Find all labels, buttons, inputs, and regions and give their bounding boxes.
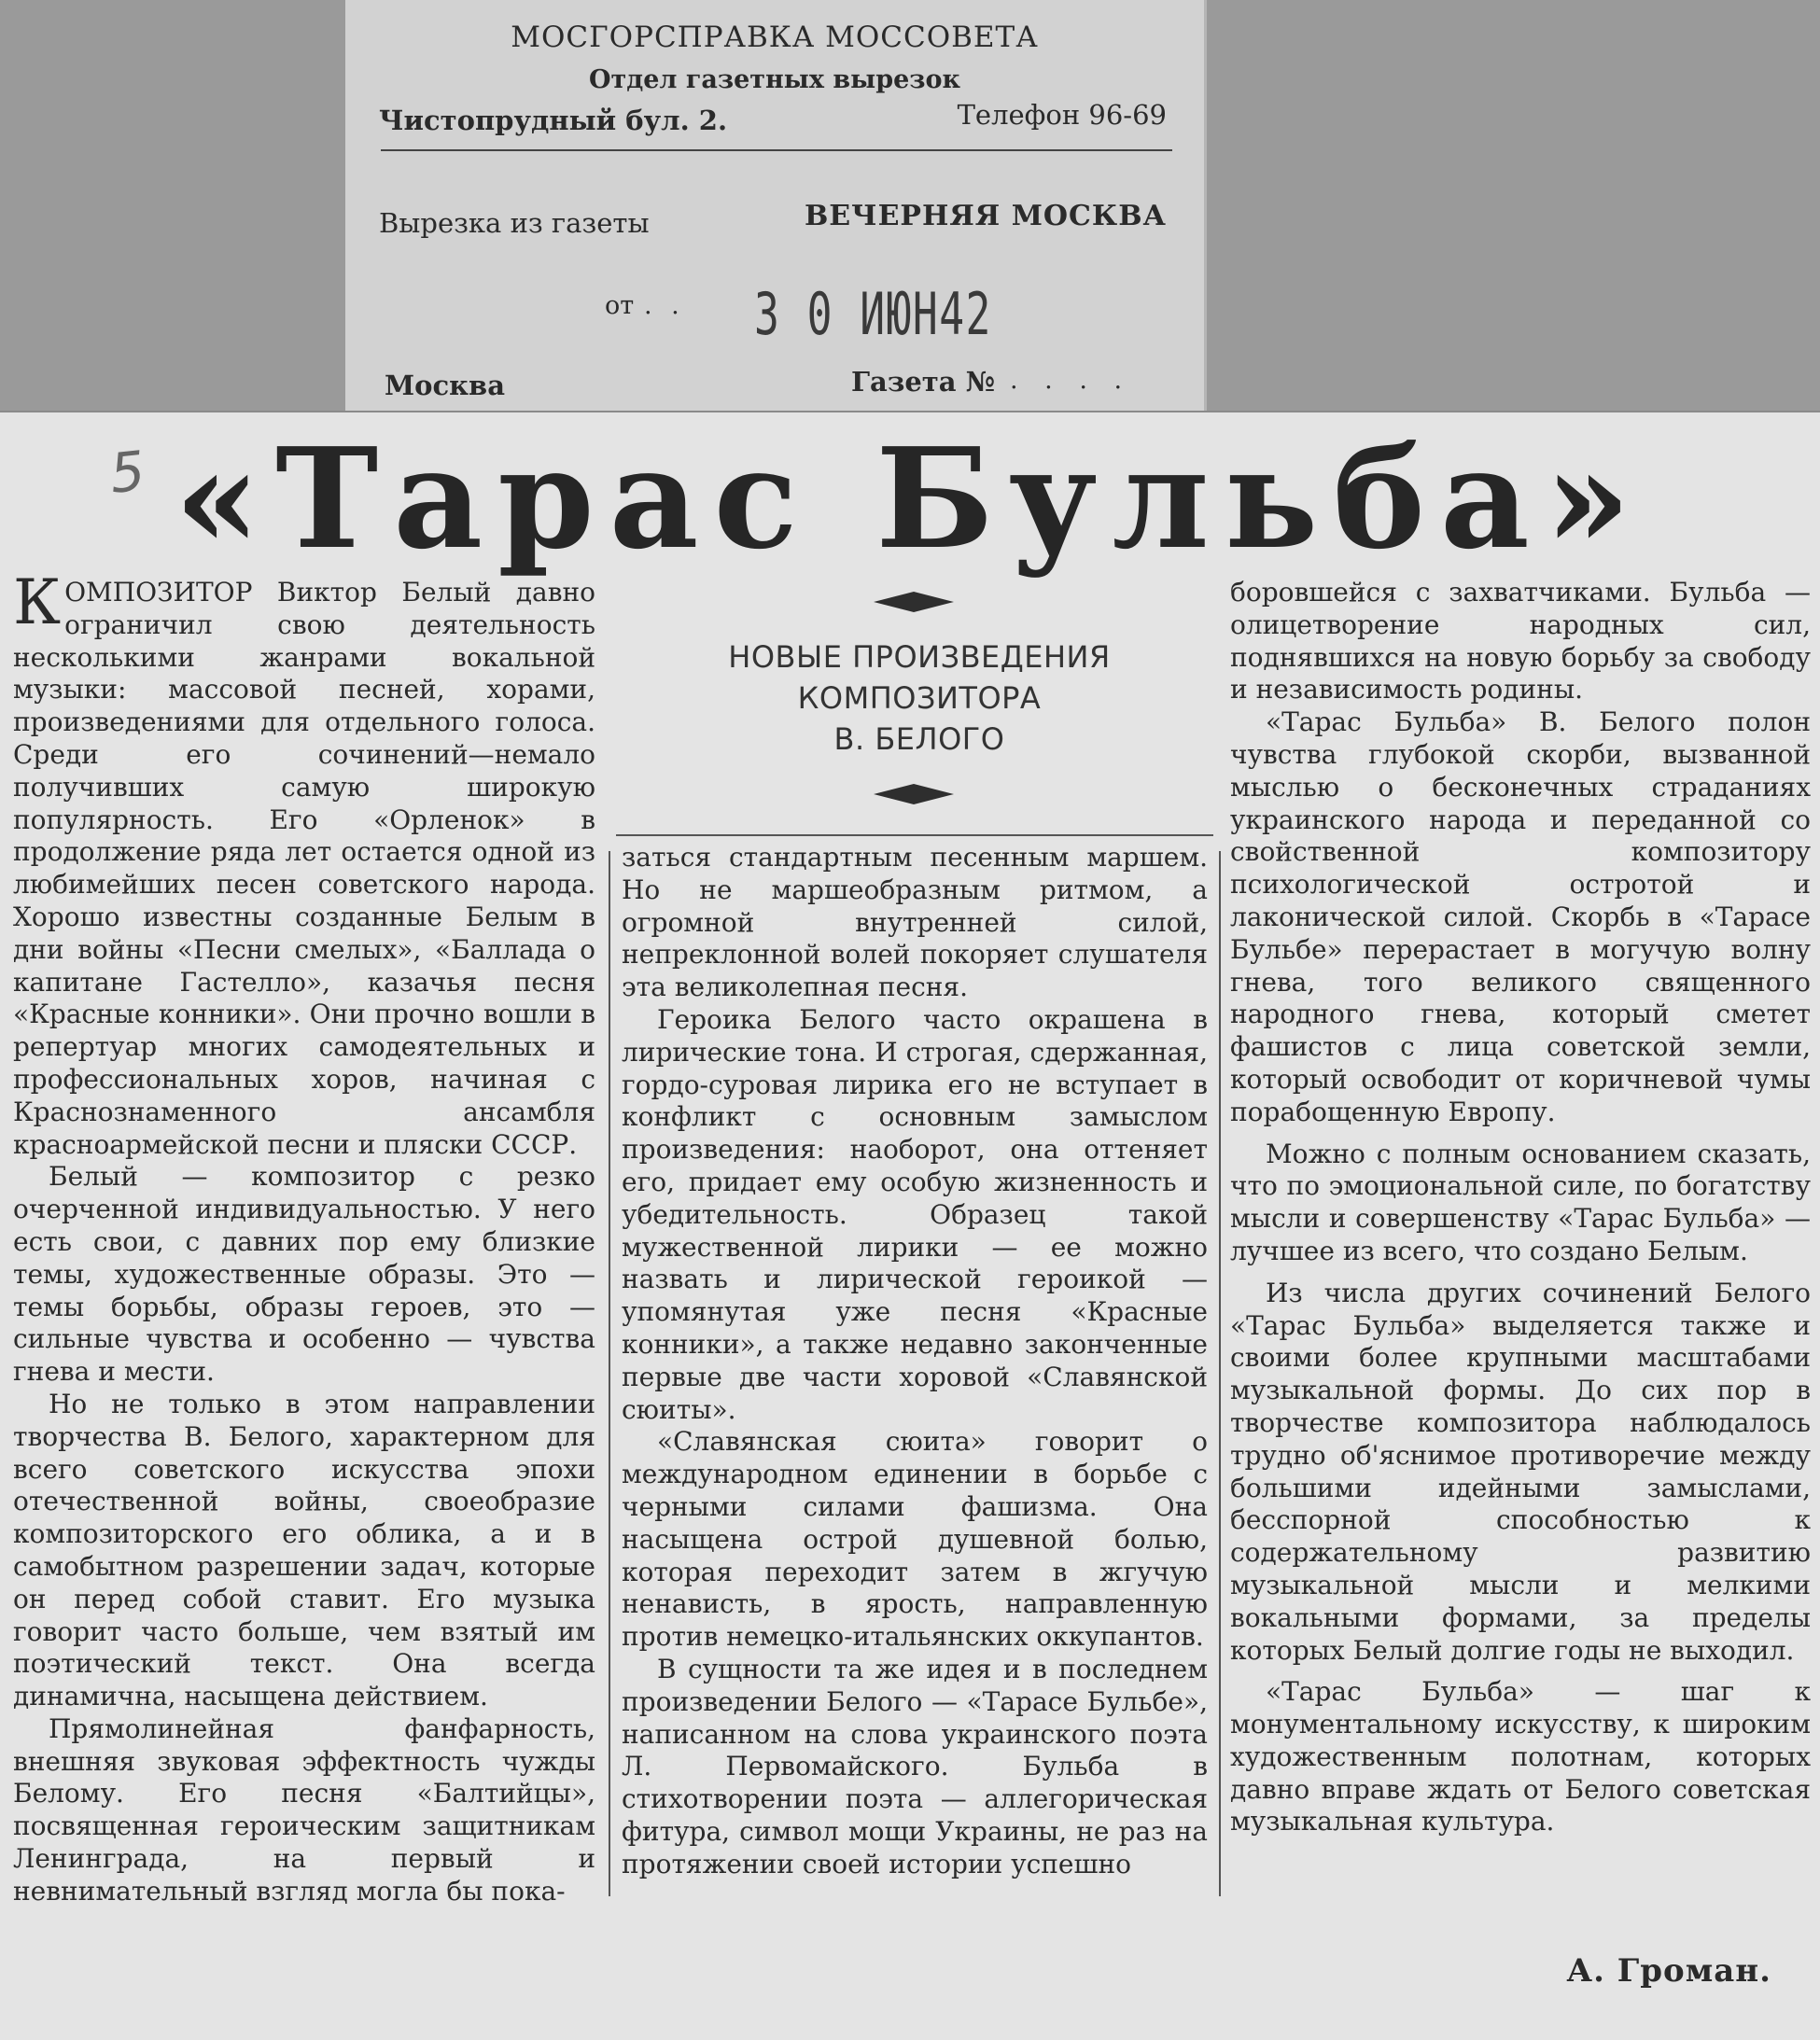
paragraph: Белый — композитор с резко очерченной индивидуальностью. У него есть свои, с давних пор ему близкие темы, художественные образы. Это — темы борьбы, образы героев, это — сильные чувства и особенно — чувства гнева и мести. (13, 1161, 595, 1388)
paragraph-text: ОМПОЗИТОР Виктор Белый давно ограничил свою деятельность несколькими жанрами вокальной музыки: массовой песней, хорами, произведениями для отдельного голоса. Среди его сочинений—немало получивших самую широкую популярность. Его «Орленок» в продолжение ряда лет остается одной из любимейших песен советского народа. Хорошо известны созданные Белым в дни войны «Песни смелых», «Баллада о капитане Гастелло», казачья песня «Красные конники». Они прочно вошли в репертуар многих самодеятельных и профессиональных хоров, начиная с Краснознаменного ансамбля красноармейской песни и пляски СССР. (13, 577, 595, 1160)
paragraph: заться стандартным песенным маршем. Но не маршеобразным ритмом, а огромной внутренней силой, непреклонной волей покоряет слушателя эта великолепная песня. (622, 842, 1208, 1003)
pencil-page-mark: 5 (106, 439, 148, 506)
bureau-phone: Телефон 96-69 (957, 99, 1167, 131)
column-rule-left (609, 851, 610, 1896)
subheading-line: НОВЫЕ ПРОИЗВЕДЕНИЯ (728, 639, 1111, 675)
newspaper-name: ВЕЧЕРНЯЯ МОСКВА (804, 200, 1167, 232)
city-label: Москва (385, 370, 505, 401)
bureau-address: Чистопрудный бул. 2. (379, 105, 728, 136)
subheading-line: В. БЕЛОГО (833, 721, 1005, 757)
issue-dots: . . . . (1010, 366, 1132, 395)
paragraph: Прямолинейная фанфарность, внешняя звуковая эффектность чужды Белому. Его песня «Балтийцы», посвященная героическим защитникам Ленинграда, на первый и невнимательный взгляд могла бы пока- (13, 1712, 595, 1907)
paragraph: В сущности та же идея и в последнем произведении Белого — «Тарасе Бульбе», написанном на слова украинского поэта Л. Первомайского. Бульба в стихотворении поэта — аллегорическая фитура, символ мощи Украины, не раз на протяжении своей истории успешно (622, 1653, 1208, 1879)
bureau-department: Отдел газетных вырезок (589, 65, 960, 94)
article-headline: «Тарас Бульба» (174, 417, 1646, 580)
paragraph: «Тарас Бульба» В. Белого полон чувства глубокой скорби, вызванной мыслью о бесконечных страданиях украинского народа и переданной со свойственной композитору психологической остротой и лаконической силой. Скорбь в «Тарасе Бульбе» перерастает в могучую волну гнева, того великого священного народного гнева, который сметет фашистов с лица советской земли, который освободит от коричневой чумы порабощенную Европу. (1230, 706, 1811, 1127)
paragraph: Но не только в этом направлении творчества В. Белого, характерном для всего советского искусства эпохи отечественной войны, своеобразие композиторского его облика, а и в самобытном разрешении задач, которые он перед собой ставит. Его музыка говорит часто больше, чем взятый им поэтический текст. Она всегда динамична, насыщена действием. (13, 1388, 595, 1712)
paragraph (13, 566, 595, 1161)
paragraph: Из числа других сочинений Белого «Тарас Бульба» выделяется также и своими более крупными масштабами музыкальной формы. До сих пор в творчестве композитора наблюдалось трудно об'яснимое противоречие между большими идейными замыслами, бесспорной способностью к содержательному развитию музыкальной мысли и мелкими вокальными формами, за пределы которых Белый долгие годы не выходил. (1230, 1277, 1811, 1666)
date-stamp: 3 0 ИЮН42 (754, 280, 992, 348)
date-dots: . . (644, 291, 685, 320)
top-ornament-icon (874, 590, 954, 614)
paragraph: «Славянская сюита» говорит о международном единении в борьбе с черными силами фашизма. Она насыщена острой душевной болью, которая переходит затем в жгучую ненависть, в ярость, направленную против немецко-итальянских оккупантов. (622, 1426, 1208, 1653)
drop-cap: К (13, 566, 62, 638)
article-subheading (644, 636, 1195, 760)
author-signature: А. Громан. (1566, 1952, 1771, 1990)
newspaper-clipping (0, 411, 1820, 2040)
paragraph: Героика Белого часто окрашена в лирические тона. И строгая, сдержанная, гордо-суровая лирика его не вступает в конфликт с основным замыслом произведения: наоборот, она оттеняет его, придает ему особую жизненность и убедительность. Образец такой мужественной лирики — ее можно назвать и лирической героикой — упомянутая уже песня «Красные конники», а также недавно законченные первые две части хоровой «Славянской сюиты». (622, 1003, 1208, 1425)
bottom-ornament-icon (874, 782, 954, 806)
date-prefix: от (605, 291, 635, 320)
label-divider (381, 149, 1172, 151)
article-column-1 (13, 566, 595, 1908)
clipping-from-label: Вырезка из газеты (379, 207, 650, 239)
paragraph: Можно с полным основанием сказать, что по эмоциональной силе, по богатству мысли и совершенству «Тарас Бульба» — лучшее из всего, что создано Белым. (1230, 1138, 1811, 1266)
article-column-3 (1230, 577, 1811, 1838)
subheading-line: КОМПОЗИТОРА (797, 680, 1042, 716)
paragraph: боровшейся с захватчиками. Бульба — олицетворение народных сил, поднявшихся на новую борьбу за свободу и независимость родины. (1230, 577, 1811, 706)
issue-number-label: Газета № (851, 366, 996, 398)
clipping-bureau-label (345, 0, 1207, 412)
bureau-title: МОСГОРСПРАВКА МОССОВЕТА (511, 21, 1039, 54)
article-column-2 (622, 842, 1208, 1881)
paragraph: «Тарас Бульба» — шаг к монументальному искусству, к широким художественным полотнам, которых давно вправе ждать от Белого советская музыкальная культура. (1230, 1676, 1811, 1837)
column-rule-right (1219, 851, 1221, 1896)
subheading-box-rule (616, 834, 1213, 836)
